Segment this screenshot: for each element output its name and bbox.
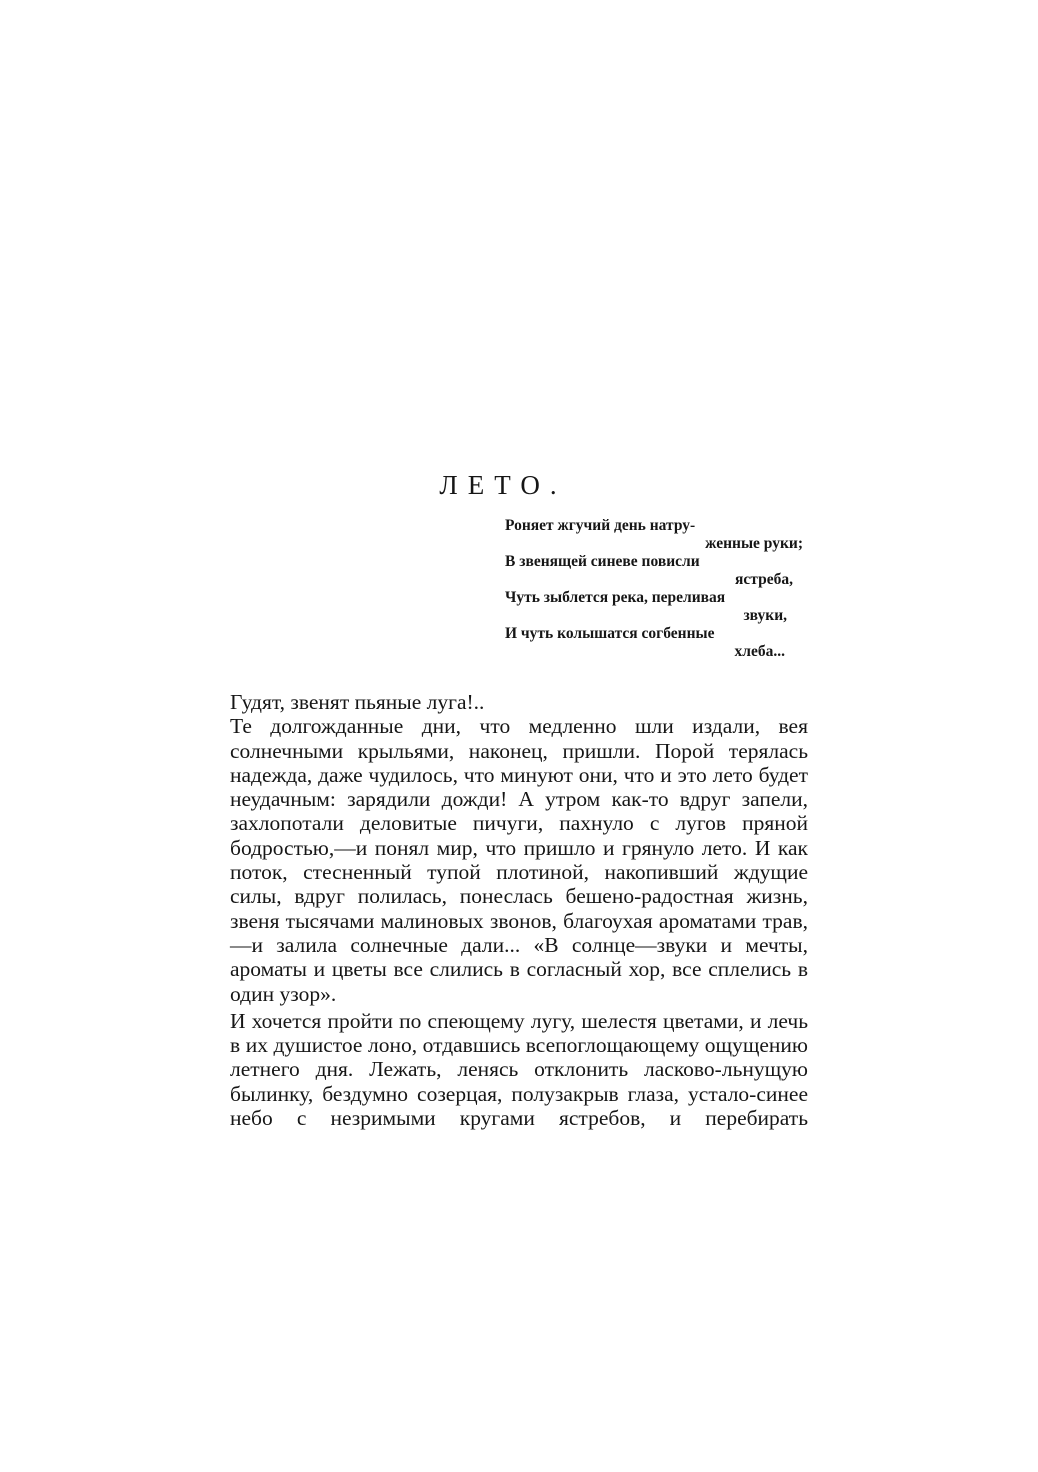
epigraph-stanza-line xyxy=(505,589,807,625)
opening-line: Гудят, звенят пьяные луга!.. xyxy=(230,690,485,714)
epigraph xyxy=(505,517,807,661)
epigraph-line-2: В звенящей синеве повисли xyxy=(505,553,700,570)
epigraph-line-4-continuation: хлеба... xyxy=(734,643,785,660)
epigraph-line-3-continuation: звуки, xyxy=(743,607,787,624)
chapter-title: ЛЕТО. xyxy=(439,470,567,500)
paragraph-2: И хочется пройти по спеющему лугу, шелестя цветами, и лечь в их душистое лоно, отдавшись всепоглощающему ощущению летнего дня. Лежать, ленясь отклонить ласково-льнущую былинку, бездумно созерцая, полузакрыв глаза, устало-синее небо с незримыми кругами ястребов, и перебирать xyxy=(230,1008,808,1131)
epigraph-line-4: И чуть колышатся согбенные xyxy=(505,625,715,642)
paragraph-1: Те долгожданные дни, что медленно шли издали, вея солнечными крыльями, наконец, пришли. Порой терялась надежда, даже чудилось, что минуют они, что и это лето будет неудачным: зарядили дожди! А утром как-то вдруг запели, захлопотали деловитые пичуги, пахнуло с лугов пряной бодростью,—и понял мир, что пришло и грянуло лето. И как поток, стесненный тупой плотиной, накопивший ждущие силы, вдруг полилась, понеслась бешено-радостная жизнь, звеня тысячами малиновых звонов, благоухая ароматами трав,—и залила солнечные дали... «В солнце—звуки и мечты, ароматы и цветы все слились в согласный хор, все сплелись в один узор». xyxy=(230,714,808,1006)
epigraph-stanza-line xyxy=(505,517,807,553)
epigraph-stanza-line xyxy=(505,625,807,661)
body-text xyxy=(230,690,808,1130)
epigraph-stanza-line xyxy=(505,553,807,589)
epigraph-line-2-continuation: ястреба, xyxy=(735,571,793,588)
epigraph-line-1: Роняет жгучий день натру- xyxy=(505,517,696,534)
epigraph-line-3: Чуть зыблется река, переливая xyxy=(505,589,726,606)
epigraph-line-1-continuation: женные руки; xyxy=(705,535,803,552)
